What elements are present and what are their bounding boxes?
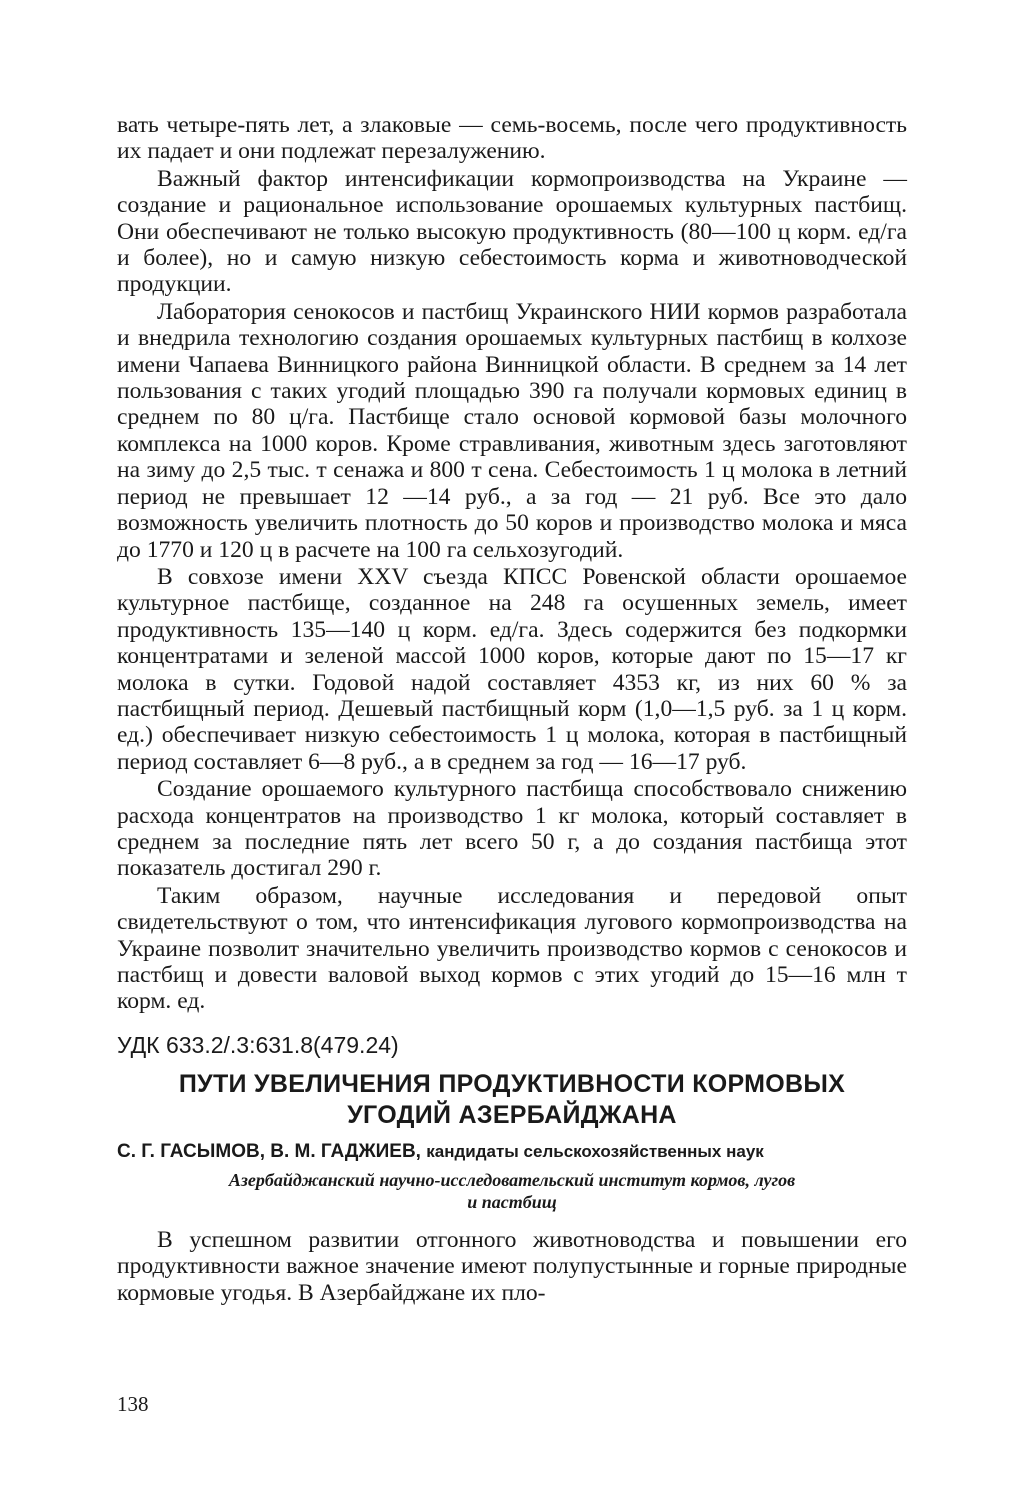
- paragraph-4: В совхозе имени XXV съезда КПСС Ровенской области орошаемое культурное пастбище, созданное на 248 га осушенных земель, имеет продуктивность 135—140 ц корм. ед/га. Здесь содержится без подкормки концентратами и зеленой массой 1000 коров, которые дают по 15—17 кг молока в сутки. Годовой надой составляет 4353 кг, из них 60 % за пастбищный период. Дешевый пастбищный корм (1,0—1,5 руб. за 1 ц корм. ед.) обеспечивает низкую себестоимость 1 ц молока, которая в пастбищный период составляет 6—8 руб., а в среднем за год — 16—17 руб.: [117, 563, 907, 775]
- institute-line-2: и пастбищ: [467, 1191, 557, 1212]
- paragraph-2: Важный фактор интенсификации кормопроизводства на Украине — создание и рациональное использование орошаемых культурных пастбищ. Они обеспечивают не только высокую продуктивность (80—100 ц корм. ед/га и более), но и самую низкую себестоимость корма и животноводческой продукции.: [117, 165, 907, 298]
- paragraph-3: Лаборатория сенокосов и пастбищ Украинского НИИ кормов разработала и внедрила технологию создания орошаемых культурных пастбищ в колхозе имени Чапаева Винницкого района Винницкой области. В среднем за 14 лет пользования с таких угодий площадью 390 га получали кормовых единиц в среднем по 80 ц/га. Пастбище стало основой кормовой базы молочного комплекса на 1000 коров. Кроме стравливания, животным здесь заготовляют на зиму до 2,5 тыс. т сенажа и 800 т сена. Себестоимость 1 ц молока в летний период не превышает 12 —14 руб., а за год — 21 руб. Все это дало возможность увеличить плотность до 50 коров и производство молока и мяса до 1770 и 120 ц в расчете на 100 га сельхозугодий.: [117, 298, 907, 563]
- paragraph-1: вать четыре-пять лет, а злаковые — семь-восемь, после чего продуктивность их падает и они подлежат перезалужению.: [117, 112, 907, 165]
- article-title: [117, 1069, 907, 1131]
- paragraph-5: Создание орошаемого культурного пастбища способствовало снижению расхода концентратов на производство 1 кг молока, который составляет в среднем за последние пять лет всего 50 г, а до создания пастбища этот показатель достигал 290 г.: [117, 776, 907, 882]
- institute-affiliation: [117, 1169, 907, 1213]
- institute-line-1: Азербайджанский научно-исследовательский институт кормов, лугов: [228, 1169, 796, 1190]
- article-title-line-1: ПУТИ УВЕЛИЧЕНИЯ ПРОДУКТИВНОСТИ КОРМОВЫХ: [178, 1069, 846, 1098]
- article-title-line-2: УГОДИЙ АЗЕРБАЙДЖАНА: [347, 1100, 677, 1129]
- udk-code: УДК 633.2/.3:631.8(479.24): [117, 1031, 399, 1058]
- paragraph-article-intro: В успешном развитии отгонного животноводства и повышении его продуктивности важное значение имеют полупустынные и горные природные кормовые угодья. В Азербайджане их пло-: [117, 1226, 907, 1306]
- paragraph-6: Таким образом, научные исследования и передовой опыт свидетельствуют о том, что интенсификация лугового кормопроизводства на Украине позволит значительно увеличить производство кормов с сенокосов и пастбищ и довести валовой выход кормов с этих угодий до 15—16 млн т корм. ед.: [117, 882, 907, 1015]
- page-content: [117, 112, 907, 1306]
- author-degree: кандидаты сельскохозяйственных наук: [426, 1141, 764, 1161]
- page-number: 138: [117, 1392, 149, 1416]
- authors-line: [117, 1139, 907, 1165]
- author-names: С. Г. ГАСЫМОВ, В. М. ГАДЖИЕВ,: [117, 1140, 421, 1162]
